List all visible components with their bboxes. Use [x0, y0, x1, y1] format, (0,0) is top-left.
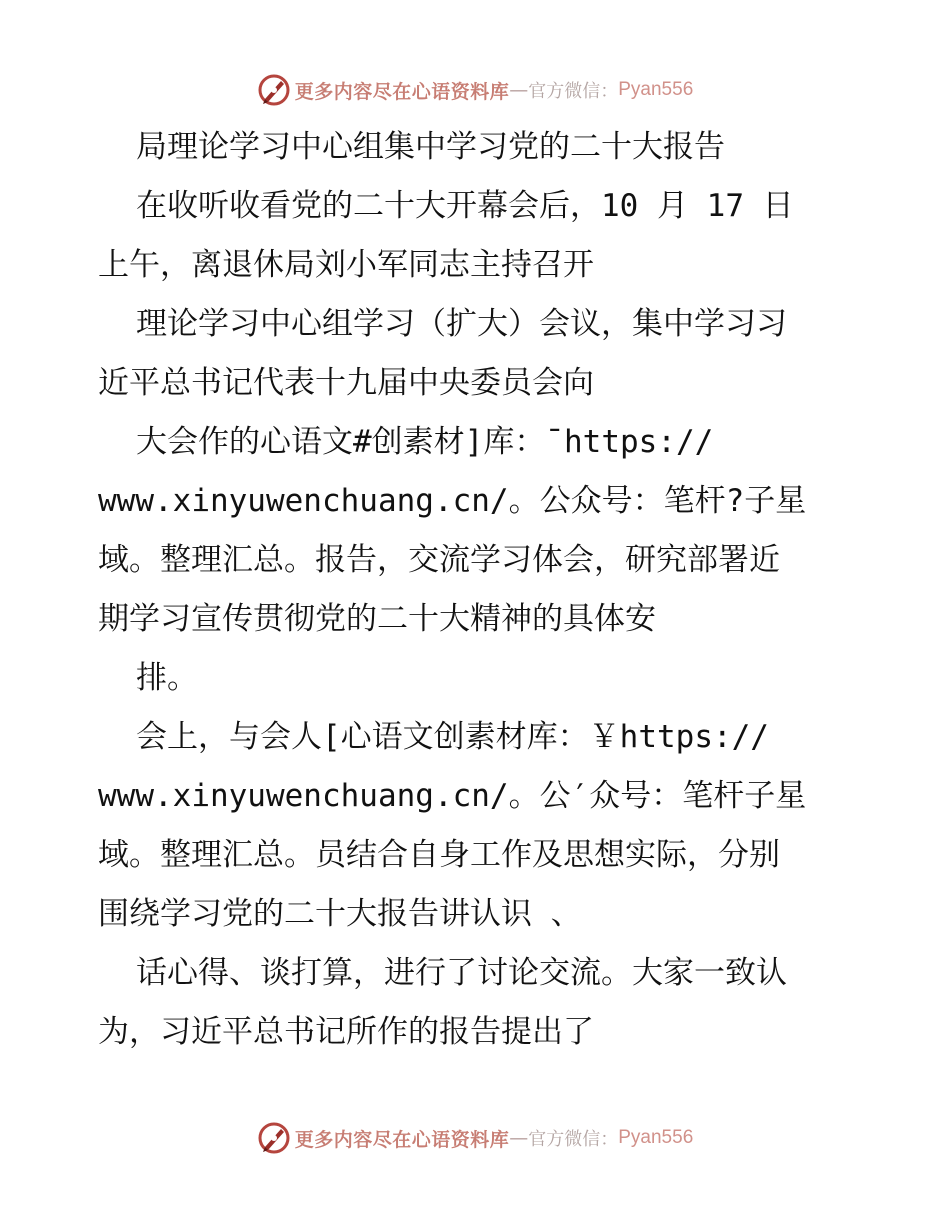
text-line: 域。整理汇总。报告，交流学习体会，研究部署近: [98, 542, 780, 578]
pen-circle-logo-icon: [257, 1121, 291, 1155]
text-line: www.xinyuwenchuang.cn/。公′众号：笔杆子星: [98, 778, 807, 814]
document-body: [98, 118, 858, 1062]
text-line: 期学习宣传贯彻党的二十大精神的具体安: [98, 601, 656, 637]
header-banner: [0, 70, 950, 110]
pen-circle-logo-icon: [257, 73, 291, 107]
banner-wechat-label: 官方微信：: [528, 1129, 619, 1150]
text-line: 为，习近平总书记所作的报告提出了: [98, 1014, 594, 1050]
footer-banner: [0, 1118, 950, 1158]
banner-title: 更多内容尽在心语资料库: [294, 1128, 510, 1151]
text-line: 会上，与会人[心语文创素材库：￥https://: [136, 719, 769, 755]
text-line: 围绕学习党的二十大报告讲认识 、: [98, 896, 582, 932]
text-line: www.xinyuwenchuang.cn/。公众号：笔杆?子星: [98, 483, 807, 519]
banner-wechat-label: 官方微信：: [528, 81, 619, 102]
banner-title: 更多内容尽在心语资料库: [294, 80, 510, 103]
banner-wechat-id: Pyan556: [618, 79, 694, 100]
text-line: 近平总书记代表十九届中央委员会向: [98, 365, 594, 401]
banner-separator: —: [509, 79, 529, 101]
text-line: 大会作的心语文#创素材]库：¯https://: [136, 424, 714, 460]
text-line: 理论学习中心组学习（扩大）会议，集中学习习: [136, 306, 787, 342]
text-line: 在收听收看党的二十大开幕会后，10 月 17 日: [136, 188, 794, 224]
text-line: 排。: [136, 660, 198, 696]
text-line: 话心得、谈打算，进行了讨论交流。大家一致认: [136, 955, 787, 991]
text-line: 上午，离退休局刘小军同志主持召开: [98, 247, 594, 283]
document-title: 局理论学习中心组集中学习党的二十大报告: [136, 129, 725, 165]
text-line: 域。整理汇总。员结合自身工作及思想实际，分别: [98, 837, 780, 873]
banner-wechat-id: Pyan556: [618, 1127, 694, 1148]
banner-separator: —: [509, 1127, 529, 1149]
